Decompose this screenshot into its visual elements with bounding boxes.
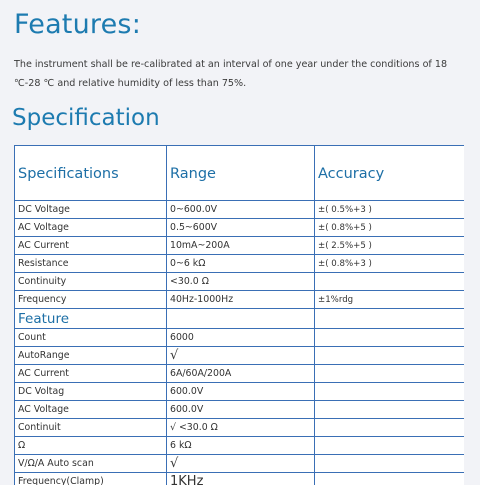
feature-value: √ <30.0 Ω: [167, 419, 315, 437]
feature-extra: [315, 473, 465, 485]
header-range: Range: [167, 146, 315, 201]
table-row: [15, 219, 465, 237]
spec-name: Resistance: [15, 255, 167, 273]
spec-accuracy: [315, 273, 465, 291]
specification-table-container: [14, 145, 464, 485]
spec-accuracy: ±( 0.8%+3 ): [315, 255, 465, 273]
features-description: The instrument shall be re-calibrated at an interval of one year under the conditions of 18 ℃-28 ℃ and relative humidity of less than 75%.: [14, 55, 470, 93]
spec-name: AC Voltage: [15, 219, 167, 237]
feature-value: 600.0V: [167, 383, 315, 401]
table-row: [15, 237, 465, 255]
feature-extra: [315, 419, 465, 437]
feature-extra: [315, 401, 465, 419]
table-row: [15, 437, 465, 455]
table-row: [15, 347, 465, 365]
feature-value: 6000: [167, 329, 315, 347]
feature-extra: [315, 329, 465, 347]
spec-range: 0~6 kΩ: [167, 255, 315, 273]
feature-extra: [315, 347, 465, 365]
table-row: [15, 383, 465, 401]
spec-accuracy: ±1%rdg: [315, 291, 465, 309]
table-row: [15, 329, 465, 347]
spec-accuracy: ±( 2.5%+5 ): [315, 237, 465, 255]
spec-range: 0~600.0V: [167, 201, 315, 219]
feature-value: 6A/60A/200A: [167, 365, 315, 383]
feature-header-row: [15, 309, 465, 329]
feature-value: 6 kΩ: [167, 437, 315, 455]
specification-title: Specification: [12, 105, 160, 131]
feature-name: AC Voltage: [15, 401, 167, 419]
spec-range: 10mA~200A: [167, 237, 315, 255]
feature-extra: [315, 455, 465, 473]
table-row: [15, 419, 465, 437]
spec-range: 40Hz-1000Hz: [167, 291, 315, 309]
table-header-row: [15, 146, 465, 201]
header-specifications: Specifications: [15, 146, 167, 201]
feature-name: AC Current: [15, 365, 167, 383]
feature-extra: [315, 437, 465, 455]
feature-value: 600.0V: [167, 401, 315, 419]
header-accuracy: Accuracy: [315, 146, 465, 201]
spec-name: Frequency: [15, 291, 167, 309]
feature-name: DC Voltag: [15, 383, 167, 401]
specification-table: [14, 145, 464, 485]
spec-range: <30.0 Ω: [167, 273, 315, 291]
feature-name: AutoRange: [15, 347, 167, 365]
feature-name: Frequency(Clamp): [15, 473, 167, 485]
feature-value: √: [167, 347, 315, 365]
table-row: [15, 455, 465, 473]
feature-name: Count: [15, 329, 167, 347]
spec-name: AC Current: [15, 237, 167, 255]
feature-header-empty: [167, 309, 315, 329]
feature-extra: [315, 383, 465, 401]
table-row: [15, 273, 465, 291]
feature-name: Continuit: [15, 419, 167, 437]
spec-range: 0.5~600V: [167, 219, 315, 237]
feature-name: V/Ω/A Auto scan: [15, 455, 167, 473]
feature-header: Feature: [15, 309, 167, 329]
table-row: [15, 365, 465, 383]
spec-accuracy: ±( 0.8%+5 ): [315, 219, 465, 237]
spec-name: DC Voltage: [15, 201, 167, 219]
table-row: [15, 291, 465, 309]
feature-extra: [315, 365, 465, 383]
features-title: Features:: [14, 9, 141, 40]
table-row: [15, 255, 465, 273]
table-row: [15, 473, 465, 485]
spec-accuracy: ±( 0.5%+3 ): [315, 201, 465, 219]
feature-name: Ω: [15, 437, 167, 455]
feature-value: 1KHz: [167, 473, 315, 485]
feature-header-empty: [315, 309, 465, 329]
feature-value: √: [167, 455, 315, 473]
spec-name: Continuity: [15, 273, 167, 291]
table-row: [15, 401, 465, 419]
table-row: [15, 201, 465, 219]
